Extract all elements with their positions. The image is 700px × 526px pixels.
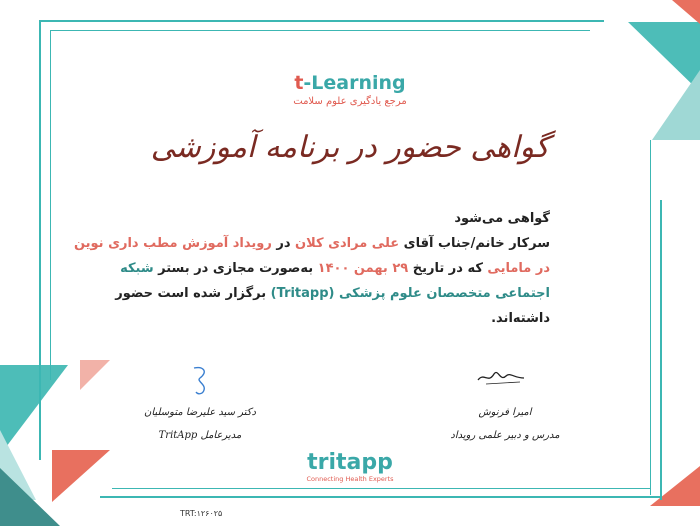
logo-t: t (294, 72, 304, 94)
certificate-serial: TRT:۱۲۶۰۲۵ (180, 509, 223, 518)
body-line-1: گواهی می‌شود (454, 211, 550, 226)
right-signature-mark (476, 366, 526, 388)
frame-top-inner-line (50, 30, 590, 31)
frame-bottom-line (100, 496, 662, 498)
frame-bottom-inner-line (112, 488, 650, 489)
certificate-title: گواهی حضور در برنامه آموزشی (150, 130, 550, 165)
body-text-b: در (271, 236, 296, 251)
top-right-coral-triangle (672, 0, 700, 24)
mid-left-coral-triangle (80, 360, 110, 390)
body-text-e: برگزار شده است حضور داشته‌اند. (115, 286, 550, 326)
network-name: شبکه اجتماعی متخصصان علوم پزشکی (Tritapp) (120, 261, 550, 301)
tritapp-tagline: Connecting Health Experts (306, 475, 394, 483)
left-signature-mark (190, 364, 218, 398)
left-signer-role: مدیرعامل TritApp (158, 430, 242, 441)
left-signer-name: دکتر سید علیرضا متوسلیان (144, 407, 256, 418)
logo-text: -Learning (303, 72, 406, 94)
event-name: رویداد آموزش مطب داری نوین در مامایی (73, 236, 550, 276)
frame-right-inner-line (650, 140, 651, 495)
certificate-body (62, 206, 550, 331)
event-date: ۲۹ بهمن ۱۴۰۰ (317, 261, 409, 276)
participant-name: علی مرادی کلان (295, 236, 400, 251)
body-text-d: به‌صورت مجازی در بستر (153, 261, 318, 276)
right-signer-name: امیرا فرنوش (478, 407, 532, 418)
body-text-c: که در تاریخ (408, 261, 488, 276)
frame-top-line (39, 20, 604, 22)
tritapp-logo: tritapp (307, 450, 393, 475)
logo-subtitle: مرجع یادگیری علوم سلامت (293, 96, 407, 107)
body-text-a: سرکار خانم/جناب آقای (399, 236, 550, 251)
body-paragraph (62, 231, 550, 331)
t-learning-logo (0, 72, 700, 94)
right-signer-role: مدرس و دبیر علمی رویداد (450, 430, 560, 441)
